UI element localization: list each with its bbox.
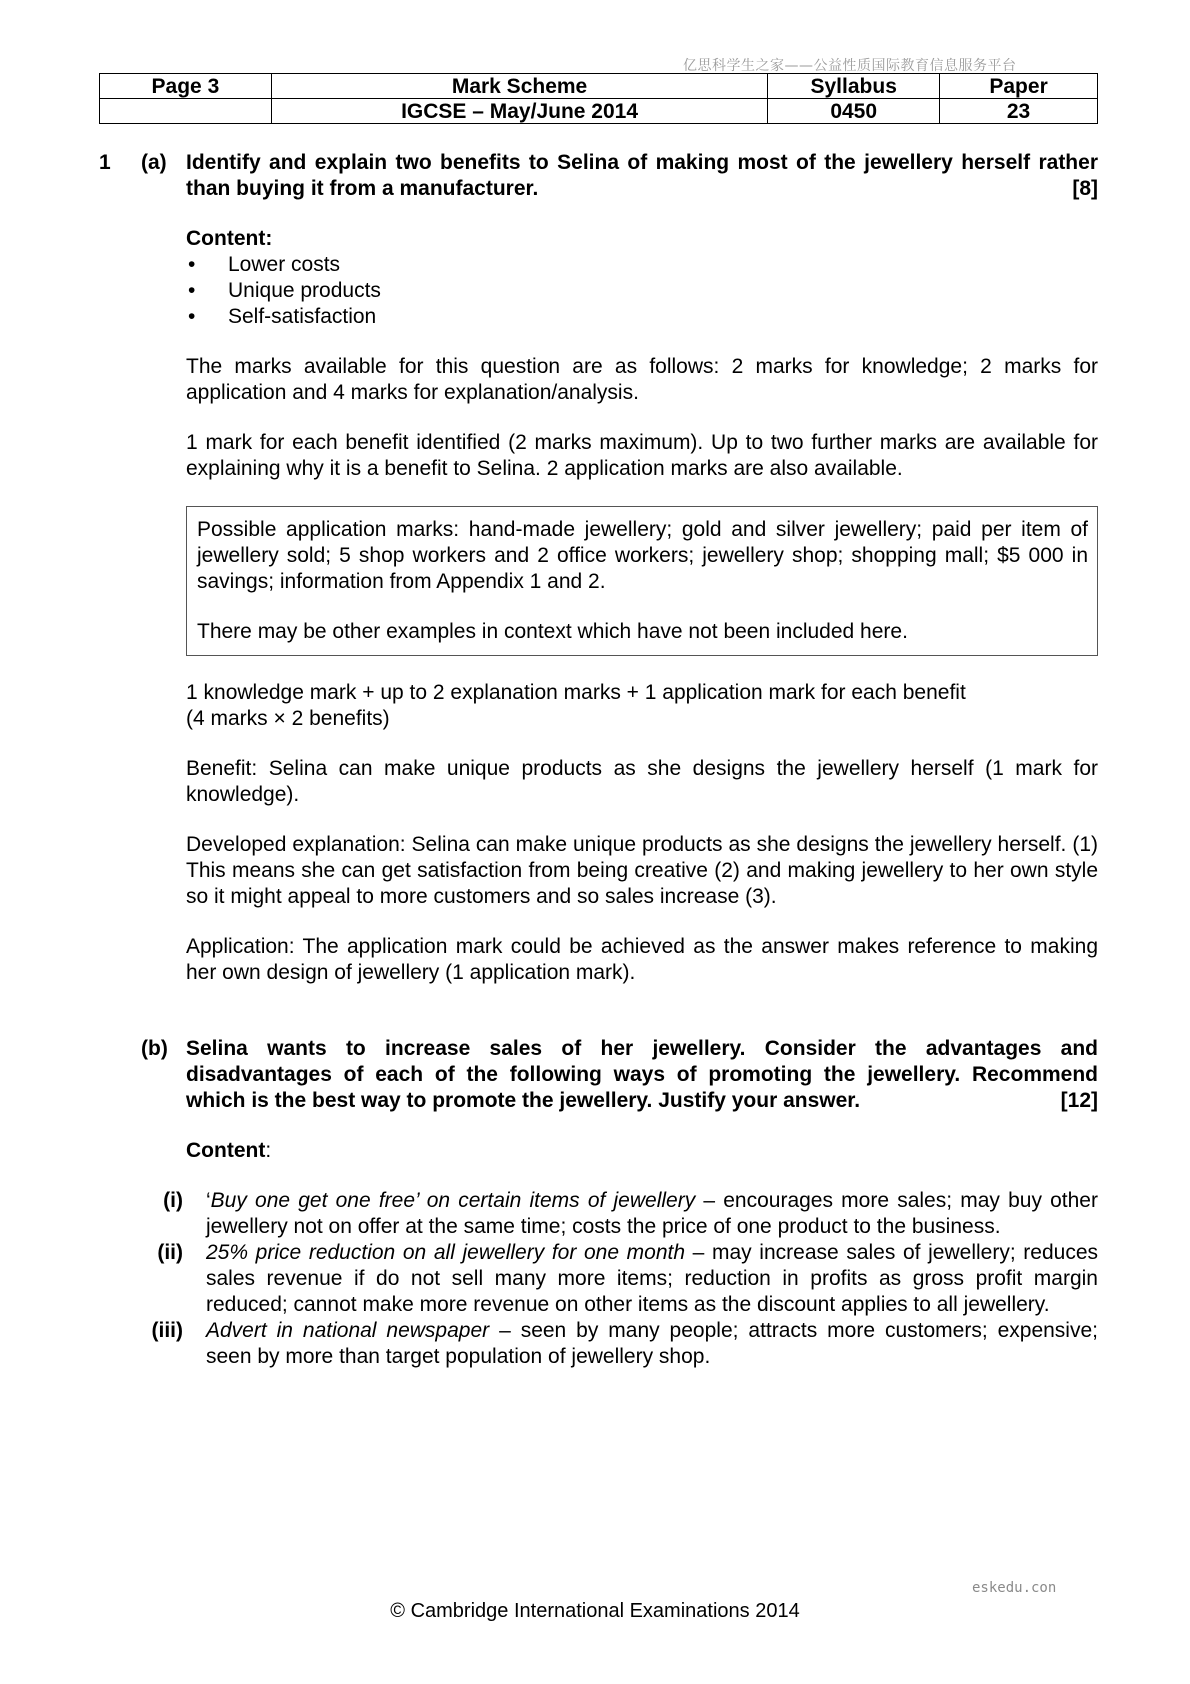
header-mark-scheme: Mark Scheme xyxy=(271,74,767,99)
item-detail: – encourages more sales; may buy other jewellery not on offer at the same time; costs the price of one product to the business. xyxy=(206,1189,1098,1238)
item-title: Advert in national newspaper xyxy=(206,1319,490,1342)
header-syllabus-code: 0450 xyxy=(768,99,940,124)
mark-scheme-content xyxy=(99,150,1098,1370)
header-table xyxy=(99,73,1098,124)
item-text xyxy=(206,1318,1098,1370)
item-label: (i) xyxy=(163,1189,183,1212)
item-title: 25% price reduction on all jewellery for one month xyxy=(206,1241,686,1264)
watermark-bottom: eskedu.con xyxy=(972,1580,1057,1596)
question-part-label: (b) xyxy=(141,1037,168,1060)
marks-allocation-paragraph: 1 mark for each benefit identified (2 marks maximum). Up to two further marks are available for explaining why it is a benefit to Selina. 2 application marks are also available. xyxy=(186,431,1098,480)
content-heading-colon: : xyxy=(265,1139,272,1162)
item-text xyxy=(206,1240,1098,1318)
list-item xyxy=(157,1240,1099,1318)
answer-1b xyxy=(151,1138,1099,1370)
application-paragraph: Application: The application mark could be achieved as the answer makes reference to making her own design of jewellery (1 application mark). xyxy=(186,935,1098,984)
other-examples-text: There may be other examples in context which have not been included here. xyxy=(197,620,908,643)
question-marks: [12] xyxy=(1060,1089,1098,1112)
marks-breakdown-paragraph xyxy=(186,680,1098,732)
question-1b-text: Selina wants to increase sales of her jewellery. Consider the advantages and disadvantages of each of the following ways of promoting the jewellery. Recommend which is the best way to promote the jewellery. Justify your answer. xyxy=(186,1037,1098,1112)
watermark-top: 亿思科学生之家——公益性质国际教育信息服务平台 xyxy=(683,58,1017,74)
promotion-options xyxy=(151,1188,1099,1370)
list-item: • Unique products xyxy=(186,278,1098,304)
header-row-2 xyxy=(100,99,1098,124)
header-page: Page 3 xyxy=(100,74,272,99)
item-label: (iii) xyxy=(151,1319,183,1342)
list-item: • Lower costs xyxy=(186,252,1098,278)
benefit-paragraph: Benefit: Selina can make unique products as she designs the jewellery herself (1 mark for knowledge). xyxy=(186,757,1098,806)
question-text xyxy=(186,1036,1098,1114)
application-marks-text: Possible application marks: hand-made jewellery; gold and silver jewellery; paid per item of jewellery sold; 5 shop workers and 2 office workers; jewellery shop; shopping mall; $5 000 in savings; information from Appendix 1 and 2. xyxy=(197,518,1088,593)
question-1a-text: Identify and explain two benefits to Selina of making most of the jewellery herself rather than buying it from a manufacturer. xyxy=(186,151,1098,200)
marks-available-paragraph: The marks available for this question are as follows: 2 marks for knowledge; 2 marks for application and 4 marks for explanation/analysis. xyxy=(186,355,1098,404)
item-detail: – seen by many people; attracts more customers; expensive; seen by more than target population of jewellery shop. xyxy=(206,1319,1098,1368)
content-heading xyxy=(186,1138,1098,1164)
header-paper: Paper xyxy=(940,74,1098,99)
answer-1a xyxy=(186,226,1098,986)
header-paper-number: 23 xyxy=(940,99,1098,124)
header-row-1 xyxy=(100,74,1098,99)
list-item xyxy=(151,1318,1098,1370)
question-part-label: (a) xyxy=(141,151,167,174)
header-exam: IGCSE – May/June 2014 xyxy=(271,99,767,124)
question-1b xyxy=(99,1036,1098,1114)
question-1a xyxy=(99,150,1098,202)
question-number-blank xyxy=(99,1036,141,1114)
content-heading-text: Content xyxy=(186,1139,266,1162)
header-syllabus: Syllabus xyxy=(768,74,940,99)
marks-breakdown-line-1: 1 knowledge mark + up to 2 explanation marks + 1 application mark for each benefit xyxy=(186,681,966,704)
item-title: Buy one get one free’ on certain items of jewellery xyxy=(210,1189,696,1212)
list-item: • Self-satisfaction xyxy=(186,304,1098,330)
item-text xyxy=(206,1188,1098,1240)
content-heading: Content: xyxy=(186,227,273,250)
item-label: (ii) xyxy=(157,1241,183,1264)
footer-copyright: © Cambridge International Examinations 2014 xyxy=(390,1600,800,1622)
question-marks: [8] xyxy=(1072,177,1098,200)
item-open-quote: ‘ xyxy=(206,1189,211,1212)
list-item xyxy=(163,1188,1098,1240)
developed-explanation-paragraph: Developed explanation: Selina can make unique products as she designs the jewellery herself. (1) This means she can get satisfaction from being creative (2) and making jewellery to her own style so it might appeal to more customers and so sales increase (3). xyxy=(186,833,1098,908)
question-number: 1 xyxy=(99,151,111,174)
question-text xyxy=(186,150,1098,202)
item-detail: – may increase sales of jewellery; reduces sales revenue if do not sell many more items; reduction in profits as gross profit margin reduced; cannot make more revenue on other items as the discount applies to all jewellery. xyxy=(206,1241,1099,1316)
content-list xyxy=(186,252,1098,330)
header-empty-cell xyxy=(100,99,272,124)
application-marks-box xyxy=(186,506,1098,656)
marks-breakdown-line-2: (4 marks × 2 benefits) xyxy=(186,707,390,730)
